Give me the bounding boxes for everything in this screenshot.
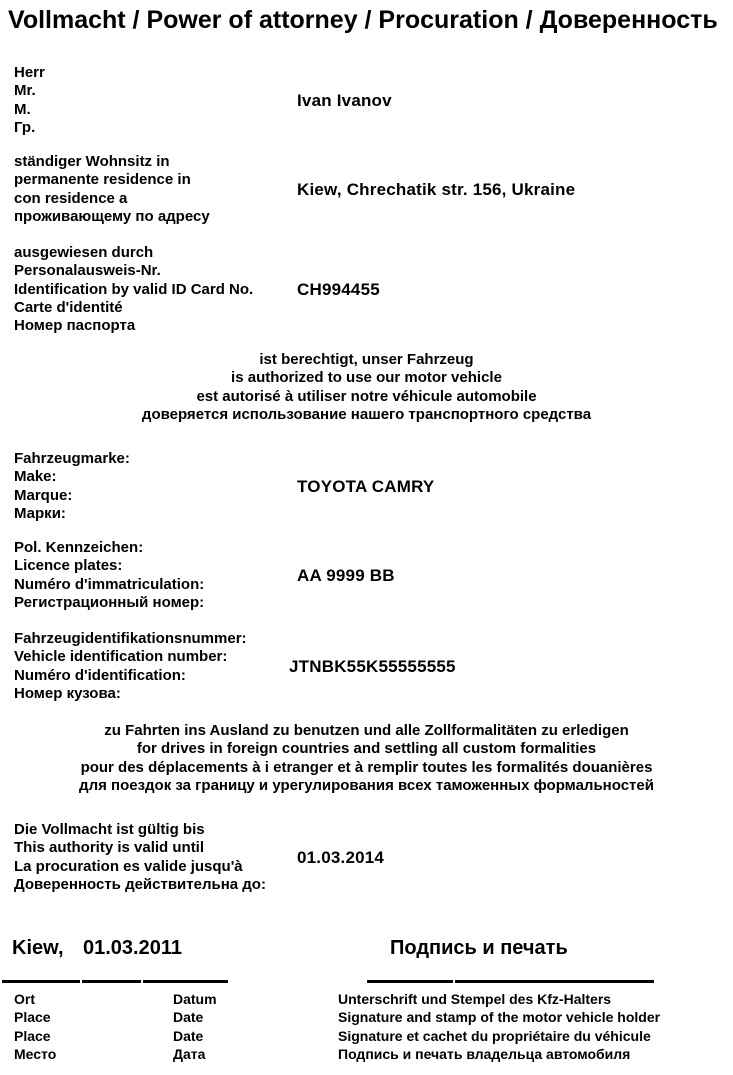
label-line: Herr	[14, 64, 45, 81]
label-line: La procuration es valide jusqu'à	[14, 857, 243, 875]
footer-label-line: Место	[14, 1045, 57, 1062]
statement-line: est autorisé à utiliser notre véhicule automobile	[196, 387, 537, 405]
label-line: Vehicle identification number:	[14, 648, 228, 666]
label-line: M.	[14, 100, 31, 118]
id-card-number-value: CH994455	[297, 280, 380, 299]
footer-label-line: Place	[14, 1027, 51, 1044]
vehicle-make-value: TOYOTA CAMRY	[297, 476, 435, 496]
valid-until-date-value: 01.03.2014	[297, 847, 385, 867]
signature-rule	[367, 980, 654, 983]
footer-label-line: Ort	[14, 991, 35, 1007]
label-line: Numéro d'immatriculation:	[14, 575, 205, 593]
footer-label-line: Date	[173, 1009, 204, 1026]
footer-label-line: Place	[14, 1009, 51, 1026]
label-line: Fahrzeugmarke:	[14, 450, 130, 467]
label-line: Identification by valid ID Card No.	[14, 280, 254, 298]
footer-signature-labels	[338, 990, 660, 1063]
footer-place-value: Kiew,	[12, 937, 64, 959]
label-line: Pol. Kennzeichen:	[14, 539, 144, 556]
label-line: Марки:	[14, 504, 66, 522]
label-line: Fahrzeugidentifikationsnummer:	[14, 630, 247, 647]
licence-plate-value: AA 9999 BB	[297, 565, 395, 585]
footer-label-line: Дата	[173, 1045, 206, 1062]
label-line: This authority is valid until	[14, 839, 205, 857]
label-line: con residence a	[14, 189, 128, 207]
vin-value: JTNBK55K55555555	[289, 656, 456, 676]
field-validity	[14, 821, 733, 894]
label-line: Die Vollmacht ist gültig bis	[14, 821, 205, 838]
purpose-statement	[0, 722, 733, 795]
label-line: Регистрационный номер:	[14, 593, 205, 611]
statement-line: доверяется использование нашего транспортного средства	[141, 405, 592, 423]
label-line: Numéro d'identification:	[14, 666, 186, 684]
statement-line: pour des déplacements à i etranger et à remplir toutes les formalités douanières	[80, 758, 653, 776]
field-make	[14, 450, 733, 523]
label-line: Licence plates:	[14, 557, 123, 575]
label-line: Make:	[14, 468, 57, 486]
label-line: ständiger Wohnsitz in	[14, 153, 170, 170]
footer-label-line: Signature et cachet du propriétaire du véhicule	[338, 1027, 651, 1044]
statement-line: zu Fahrten ins Ausland zu benutzen und alle Zollformalitäten zu erledigen	[104, 722, 629, 739]
label-line: permanente residence in	[14, 171, 191, 189]
label-line: Carte d'identité	[14, 298, 123, 316]
field-vin	[14, 630, 733, 703]
label-line: проживающему по адресу	[14, 207, 210, 225]
field-residence	[14, 153, 733, 226]
field-person	[14, 64, 733, 137]
statement-line: ist berechtigt, unser Fahrzeug	[259, 351, 474, 368]
place-date-rule	[2, 980, 228, 983]
label-line: Marque:	[14, 486, 73, 504]
statement-line: for drives in foreign countries and settling all custom formalities	[136, 740, 597, 758]
person-name-value: Ivan Ivanov	[297, 90, 392, 110]
field-licence-plates	[14, 539, 733, 612]
footer-label-line: Unterschrift und Stempel des Kfz-Halters	[338, 991, 612, 1007]
statement-line: is authorized to use our motor vehicle	[231, 369, 502, 387]
footer-date-value: 01.03.2011	[83, 937, 182, 959]
label-line: ausgewiesen durch	[14, 244, 154, 261]
label-line: Номер паспорта	[14, 317, 136, 335]
field-identification	[14, 244, 733, 336]
label-line: Mr.	[14, 82, 36, 100]
footer-label-line: Signature and stamp of the motor vehicle holder	[338, 1009, 661, 1026]
footer-label-line: Datum	[173, 991, 217, 1007]
label-line: Доверенность действительна до:	[14, 875, 266, 893]
footer-place-labels	[14, 990, 56, 1063]
label-line: Personalausweis-Nr.	[14, 262, 161, 280]
footer-label-line: Date	[173, 1027, 204, 1044]
authorization-statement	[0, 351, 733, 424]
footer-date-labels	[173, 990, 217, 1063]
label-line: Номер кузова:	[14, 684, 121, 702]
footer-label-line: Подпись и печать владельца автомобиля	[338, 1045, 631, 1062]
signature-heading: Подпись и печать	[390, 937, 568, 959]
statement-line: для поездок за границу и урегулирования всех таможенных формальностей	[79, 776, 654, 794]
document-title: Vollmacht / Power of attorney / Procuration / Доверенность	[8, 6, 718, 34]
residence-value: Kiew, Chrechatik str. 156, Ukraine	[297, 179, 576, 199]
label-line: Гр.	[14, 118, 36, 136]
